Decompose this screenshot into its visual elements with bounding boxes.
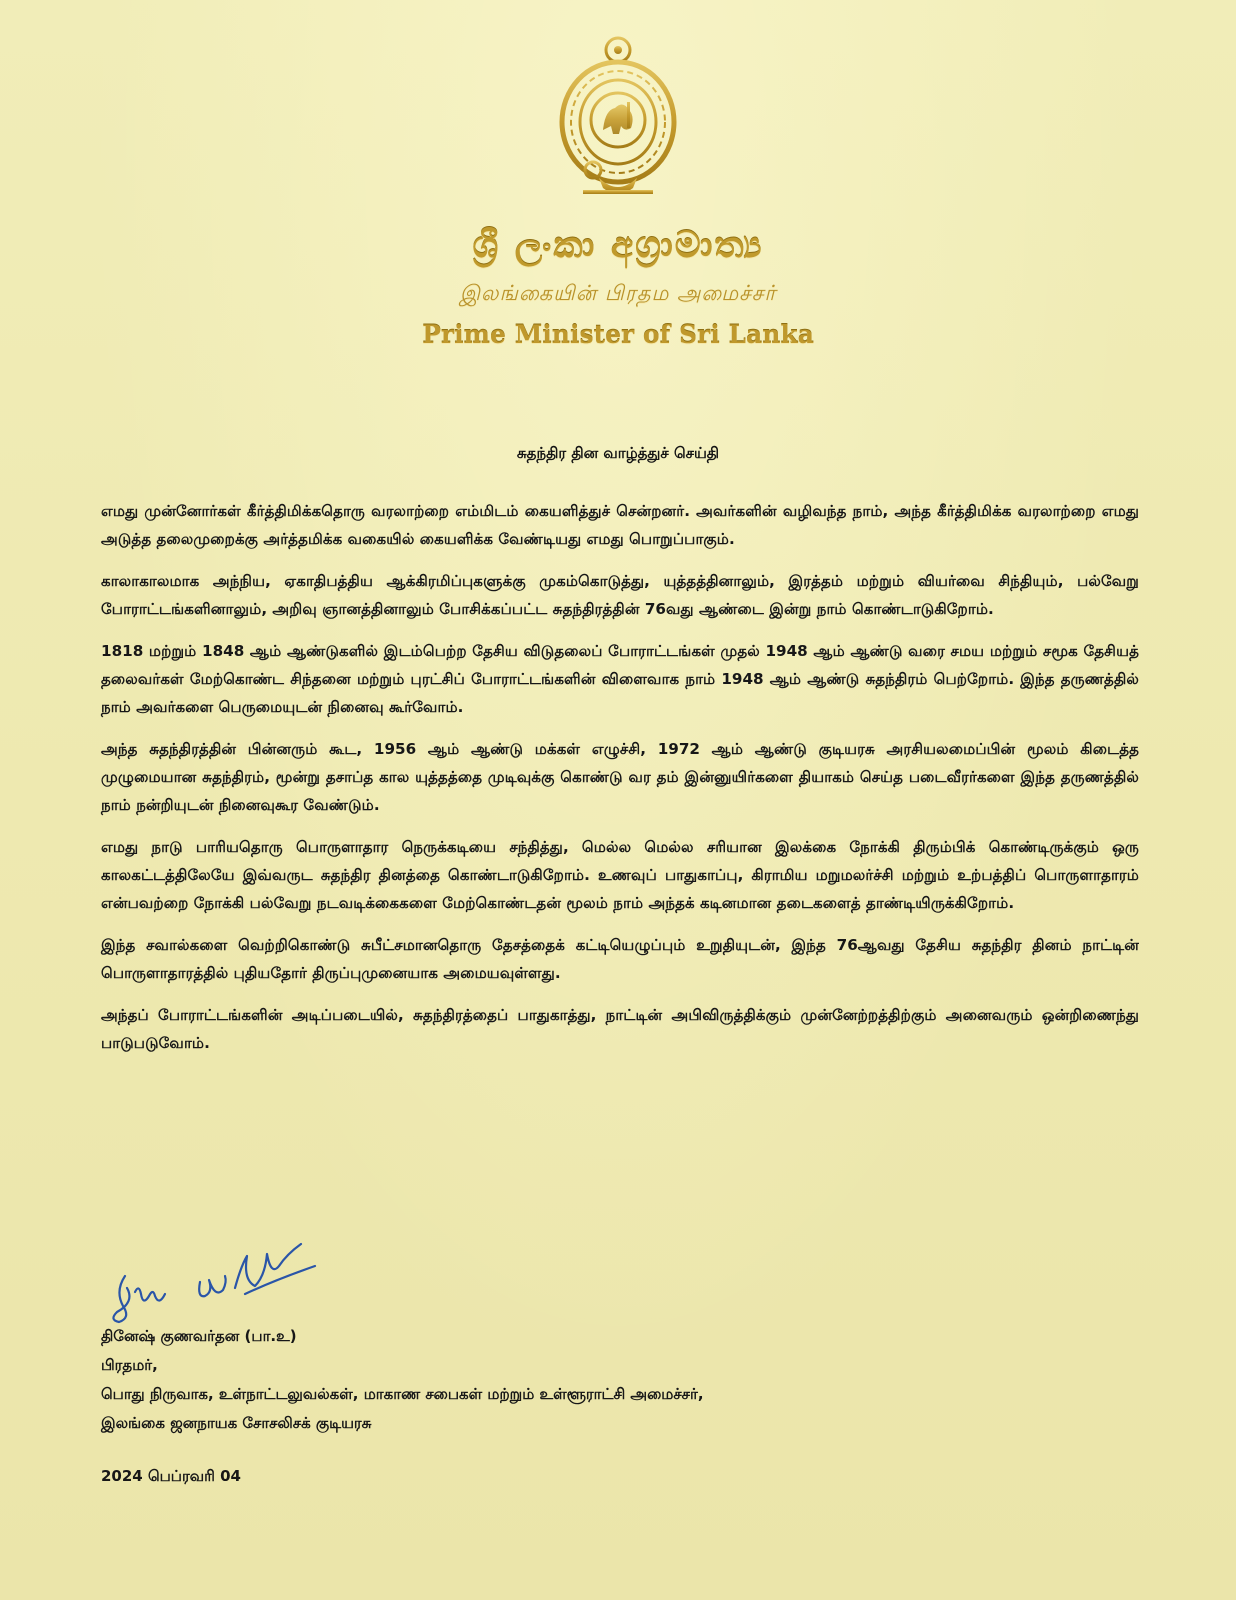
paragraph-7: அந்தப் போராட்டங்களின் அடிப்படையில், சுதந்திரத்தைப் பாதுகாத்து, நாட்டின் அபிவிருத்திக்கும் முன்னேற்றத்திற்கும் அனைவரும் ஒன்றிணைந்து பாடுபடுவோம். xyxy=(101,1006,1139,1052)
signatory-name: தினேஷ் குணவர்தன (பா.உ) xyxy=(101,1327,297,1345)
paragraph-2: காலாகாலமாக அந்நிய, ஏகாதிபத்திய ஆக்கிரமிப்புகளுக்கு முகம்கொடுத்து, யுத்தத்தினாலும், இரத்தம் மற்றும் வியர்வை சிந்தியும், பல்வேறு போராட்டங்களினாலும், அறிவு ஞானத்தினாலும் போசிக்கப்பட்ட சுதந்திரத்தின் 76வது ஆண்டை இன்று நாம் கொண்டாடுகிறோம். xyxy=(101,572,1139,618)
letter-body xyxy=(101,497,1139,1071)
letter-date: 2024 பெப்ரவரி 04 xyxy=(101,1467,241,1485)
letterhead-tamil: இலங்கையின் பிரதம அமைச்சர் xyxy=(459,281,777,305)
signatory-ministry: பொது நிருவாக, உள்நாட்டலுவல்கள், மாகாண சபைகள் மற்றும் உள்ளூராட்சி அமைச்சர், xyxy=(101,1385,704,1403)
letterhead xyxy=(0,30,1236,349)
signatory-country: இலங்கை ஜனநாயக சோசலிசக் குடியரசு xyxy=(101,1414,372,1432)
signatory-position: பிரதமர், xyxy=(101,1356,158,1374)
signoff-block xyxy=(101,1322,704,1438)
sri-lanka-emblem-icon xyxy=(553,30,683,200)
paragraph-3: 1818 மற்றும் 1848 ஆம் ஆண்டுகளில் இடம்பெற்ற தேசிய விடுதலைப் போராட்டங்கள் முதல் 1948 ஆம் ஆண்டு வரை சமய மற்றும் சமூக தேசியத் தலைவர்கள் மேற்கொண்ட சிந்தனை மற்றும் புரட்சிப் போராட்டங்களின் விளைவாக நாம் 1948 ஆம் ஆண்டு சுதந்திரம் பெற்றோம். இந்த தருணத்தில் நாம் அவர்களை பெருமையுடன் நினைவு கூர்வோம். xyxy=(101,642,1139,716)
paragraph-6: இந்த சவால்களை வெற்றிகொண்டு சுபீட்சமானதொரு தேசத்தைக் கட்டியெழுப்பும் உறுதியுடன், இந்த 76ஆவது தேசிய சுதந்திர தினம் நாட்டின் பொருளாதாரத்தில் புதியதோர் திருப்புமுனையாக அமையவுள்ளது. xyxy=(101,936,1139,982)
letter-title: சுதந்திர தின வாழ்த்துச் செய்தி xyxy=(516,444,720,462)
paragraph-5: எமது நாடு பாரியதொரு பொருளாதார நெருக்கடியை சந்தித்து, மெல்ல மெல்ல சரியான இலக்கை நோக்கி திரும்பிக் கொண்டிருக்கும் ஒரு காலகட்டத்திலேயே இவ்வருட சுதந்திர தினத்தை கொண்டாடுகிறோம். உணவுப் பாதுகாப்பு, கிராமிய மறுமலர்ச்சி மற்றும் உற்பத்திப் பொருளாதாரம் என்பவற்றை நோக்கி பல்வேறு நடவடிக்கைகளை மேற்கொண்டதன் மூலம் நாம் அந்தக் கடினமான தடைகளைத் தாண்டியிருக்கிறோம். xyxy=(101,838,1139,912)
paragraph-1: எமது முன்னோர்கள் கீர்த்திமிக்கதொரு வரலாற்றை எம்மிடம் கையளித்துச் சென்றனர். அவர்களின் வழிவந்த நாம், அந்த கீர்த்திமிக்க வரலாற்றை எமது அடுத்த தலைமுறைக்கு அர்த்தமிக்க வகையில் கையளிக்க வேண்டியது எமது பொறுப்பாகும். xyxy=(101,502,1139,548)
paragraph-4: அந்த சுதந்திரத்தின் பின்னரும் கூட, 1956 ஆம் ஆண்டு மக்கள் எழுச்சி, 1972 ஆம் ஆண்டு குடியரசு அரசியலமைப்பின் மூலம் கிடைத்த முழுமையான சுதந்திரம், மூன்று தசாப்த கால யுத்தத்தை முடிவுக்கு கொண்டு வர தம் இன்னுயிர்களை தியாகம் செய்த படைவீரர்களை இந்த தருணத்தில் நாம் நன்றியுடன் நினைவுகூர வேண்டும். xyxy=(101,740,1139,814)
letterhead-english: Prime Minister of Sri Lanka xyxy=(422,320,814,349)
letterhead-sinhala: ශ්‍රී ලංකා අග්‍රාමාත්‍ය xyxy=(472,224,764,266)
handwritten-signature xyxy=(105,1236,325,1326)
